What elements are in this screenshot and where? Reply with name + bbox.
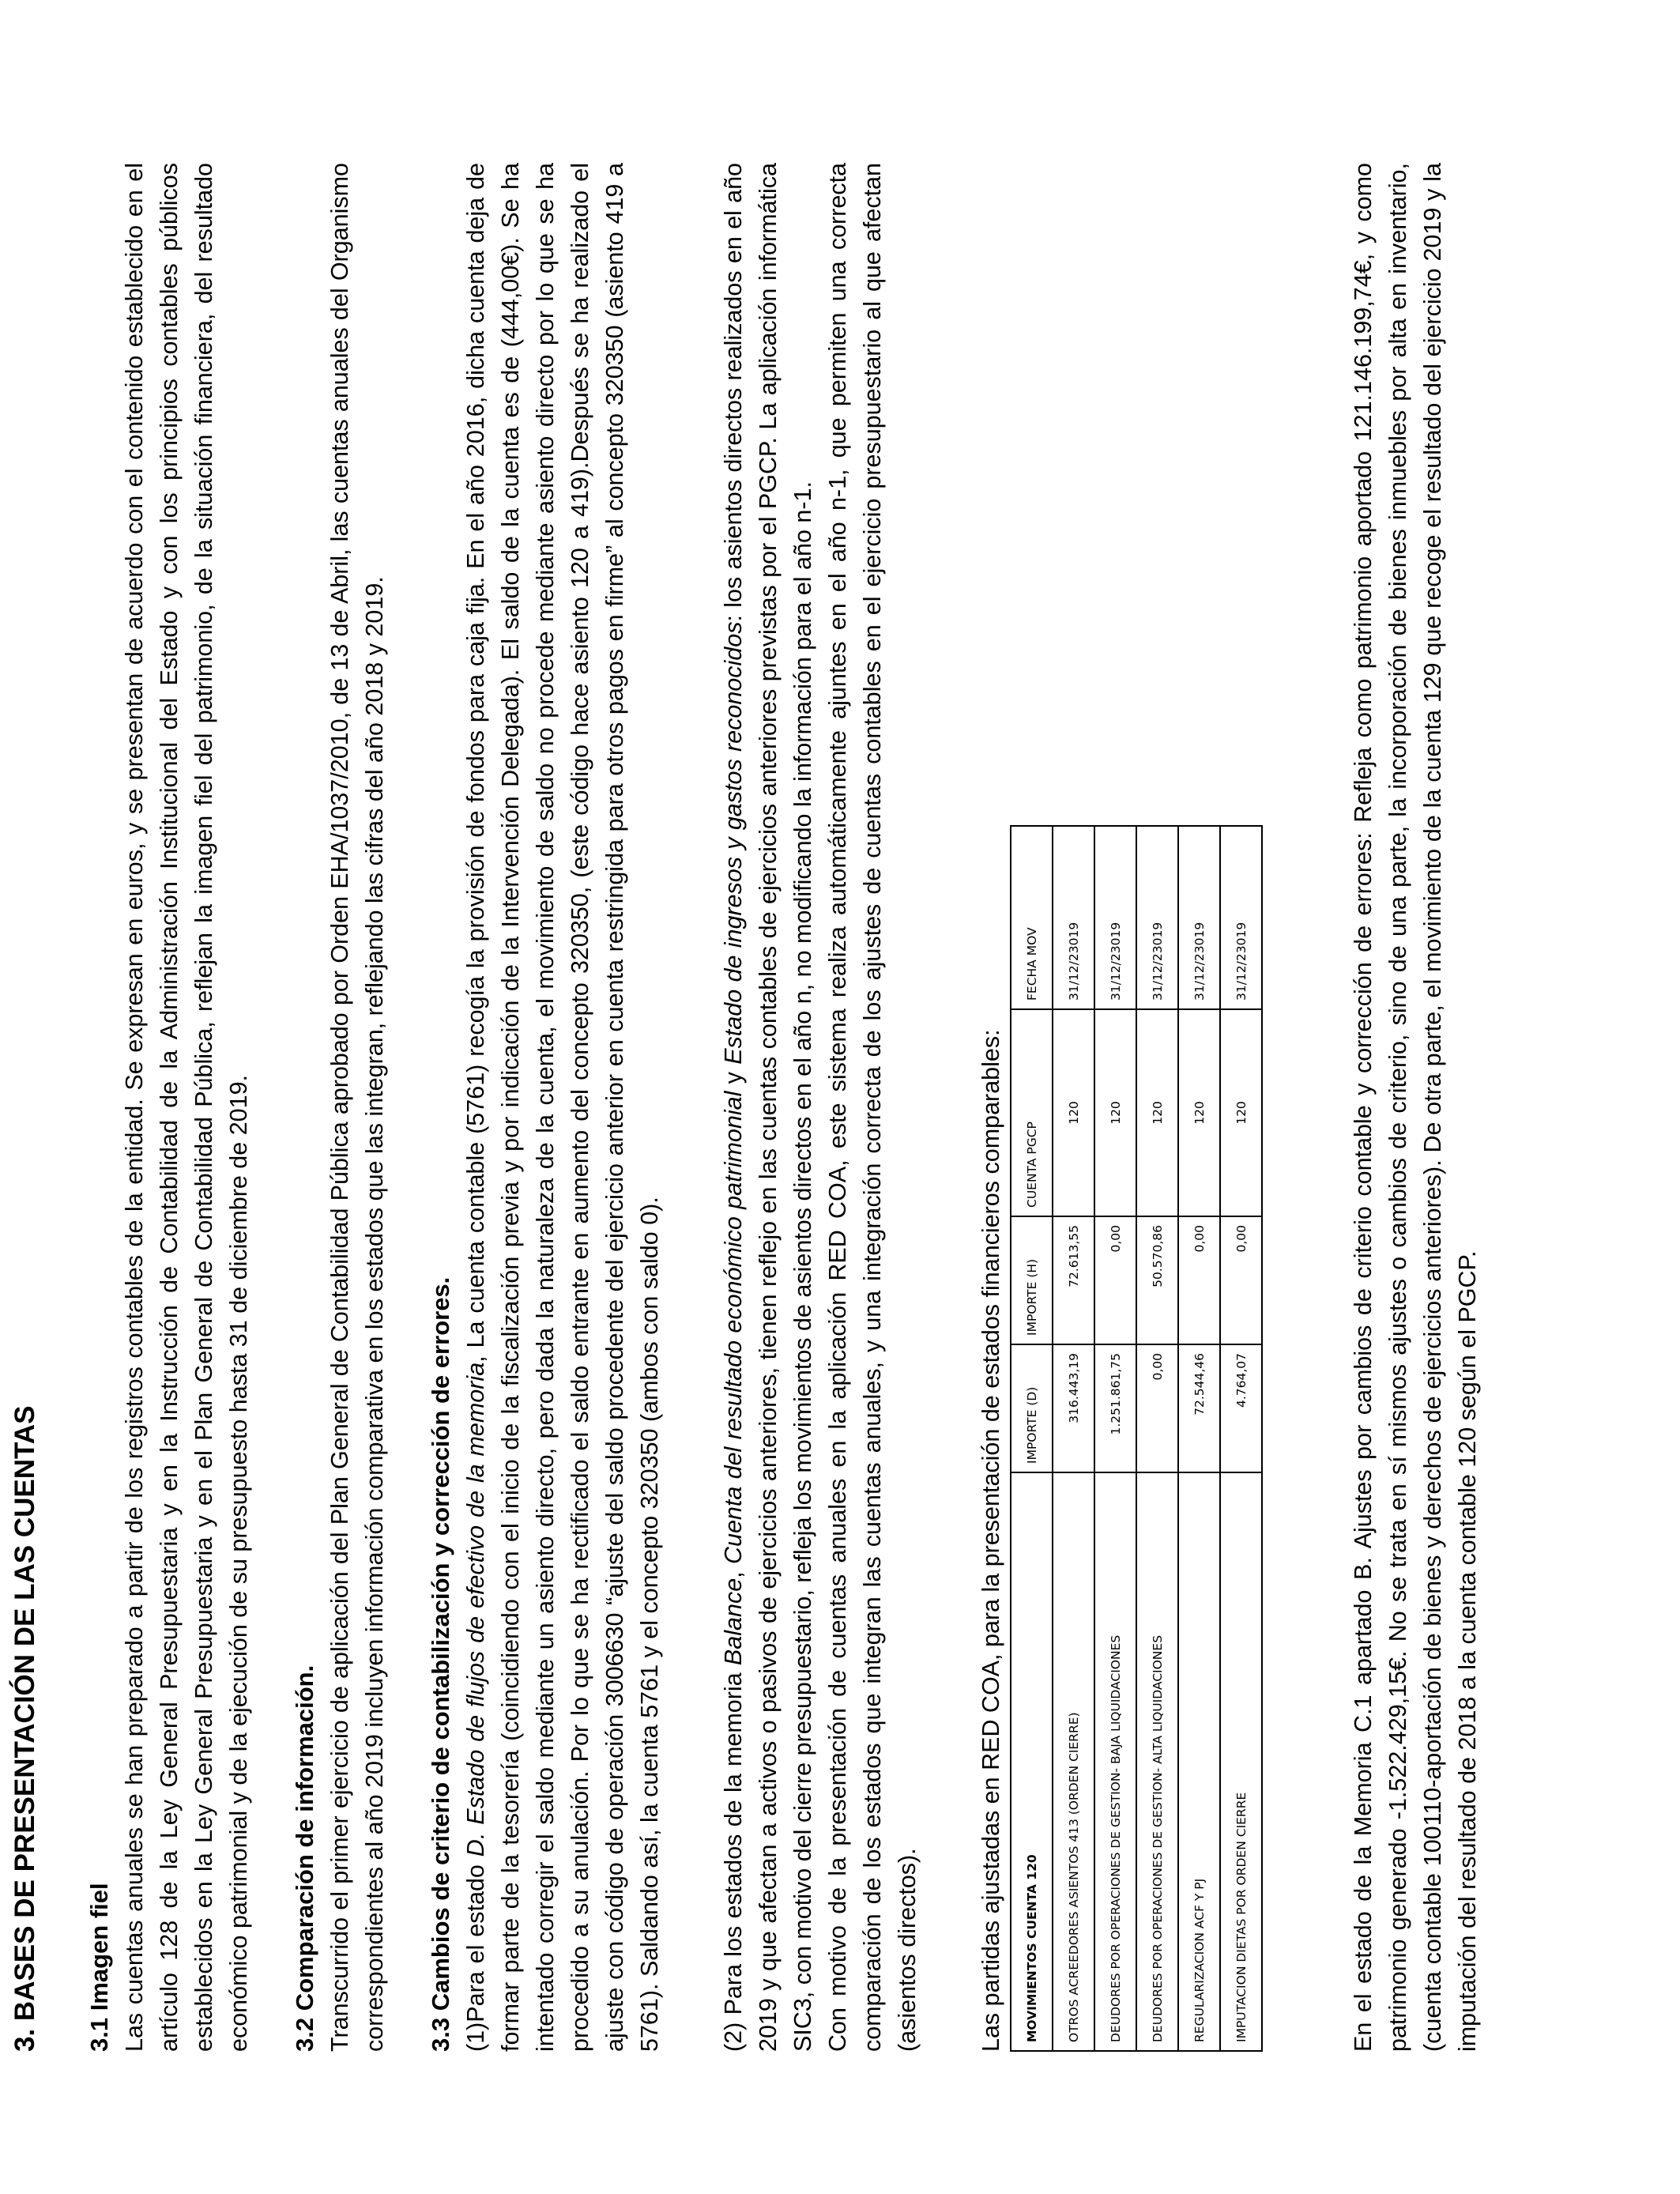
p1-text-a: (1)Para el estado xyxy=(462,1857,489,2052)
cell-concept: IMPUTACION DIETAS POR ORDEN CIERRE xyxy=(1220,1472,1262,2051)
p2-emphasis-balance: Balance xyxy=(720,1578,747,1666)
header-fecha-mov: FECHA MOV xyxy=(1011,826,1053,1009)
cell-importe-d: 316.443,19 xyxy=(1053,1344,1094,1472)
cell-cuenta: 120 xyxy=(1178,1009,1220,1216)
cell-concept: OTROS ACREEDORES ASIENTOS 413 (ORDEN CIERRE) xyxy=(1053,1472,1094,2051)
table-header-row xyxy=(1011,826,1053,2051)
section-3-3-paragraph-2 xyxy=(716,163,820,2052)
cell-importe-h: 72.613,55 xyxy=(1053,1216,1094,1344)
section-3-2-heading: 3.2 Comparación de información. xyxy=(291,1664,318,2052)
p2-separator-2: y xyxy=(720,1064,747,1091)
cell-importe-h: 50.570,86 xyxy=(1136,1216,1178,1344)
header-importe-d: IMPORTE (D) xyxy=(1011,1344,1053,1472)
section-3-3 xyxy=(424,163,1485,2052)
section-3-2 xyxy=(288,163,392,2052)
p2-separator-1: , xyxy=(720,1564,747,1578)
p1-text-b: , La cuenta contable (5761) recogía la provisión de fondos para caja fija. En el año 2016, dicha cuenta deja de formar parte de la tesorería (coincidiendo con el inicio de la fiscalización previa y por indicación de la Intervención Delegada). El saldo de la cuenta es de (444,00€). Se ha intentado corregir el saldo mediante un asiento directo, pero dada la naturaleza de la cuenta, el movimiento de saldo no procede mediante asiento directo por lo que se ha procedido a su anulación. Por lo que se ha rectificado el saldo entrante en aumento del concepto 320350, (este código hace asiento 120 a 419).Después se ha realizado el ajuste con código de operación 3006630 “ajuste del saldo procedente del ejercicio anterior en cuenta restringida para otros pagos en firme” al concepto 320350 (asiento 419 a 5761). Saldando así, la cuenta 5761 y el concepto 320350 (ambos con saldo 0). xyxy=(462,163,663,2052)
cell-importe-d: 4.764,07 xyxy=(1220,1344,1262,1472)
p2-text-b: : los asientos directos realizados en el año 2019 y que afectan a activos o pasivos de ejercicios anteriores, tienen reflejo en las cuentas contables de ejercicios anteriores previstas por el PGCP. La aplicación informática SIC3, con motivo del cierre presupuestario, refleja los movimientos de asientos directos en el año n, no modificando la información para el año n-1. xyxy=(720,162,816,2052)
cell-fecha: 31/12/23019 xyxy=(1178,826,1220,1009)
cell-fecha: 31/12/23019 xyxy=(1136,826,1178,1009)
cell-importe-h: 0,00 xyxy=(1094,1216,1136,1344)
page-title: 3. BASES DE PRESENTACIÓN DE LAS CUENTAS xyxy=(9,1405,40,2052)
cell-cuenta: 120 xyxy=(1220,1009,1262,1216)
cell-importe-d: 0,00 xyxy=(1136,1344,1178,1472)
table-row xyxy=(1136,826,1178,2051)
document-body xyxy=(8,163,1485,2052)
adjustments-table xyxy=(1010,825,1263,2052)
p1-emphasis: D. Estado de flujos de efectivo de la memoria xyxy=(462,1362,489,1857)
section-3-2-text: Transcurrido el primer ejercicio de aplicación del Plan General de Contabilidad Pública aprobado por Orden EHA/1037/2010, de 13 de Abril, las cuentas anuales del Organismo correspondientes al año 2019 incluyen información comparativa en los estados que las integran, reflejando las cifras del año 2018 y 2019. xyxy=(326,163,388,2052)
section-3-1-text: Las cuentas anuales se han preparado a partir de los registros contables de la entidad. Se expresan en euros, y se presentan de acuerdo con el contenido establecido en el artículo 128 de la Ley General Presupuestaria y en la Instrucción de Contabilidad de la Administración Institucional del Estado y con los principios contables públicos establecidos en la Ley General Presupuestaria y en el Plan General de Contabilidad Pública, reflejan la imagen fiel del patrimonio, de la situación financiera, del resultado económico patrimonial y de la ejecución de su presupuesto hasta 31 de diciembre de 2019. xyxy=(121,163,252,2052)
p2-emphasis-cuenta-resultado: Cuenta del resultado económico patrimonial xyxy=(720,1091,747,1565)
p2-text-a: (2) Para los estados de la memoria xyxy=(720,1665,747,2052)
header-importe-h: IMPORTE (H) xyxy=(1011,1216,1053,1344)
header-movimientos: MOVIMIENTOS CUENTA 120 xyxy=(1011,1472,1053,2051)
section-3-3-heading: 3.3 Cambios de criterio de contabilización y corrección de errores. xyxy=(427,1276,454,2052)
cell-importe-d: 72.544,46 xyxy=(1178,1344,1220,1472)
closing-paragraph: En el estado de la Memoria C.1 apartado B. Ajustes por cambios de criterio contable y corrección de errores: Refleja como patrimonio aportado 121.146.199,74€, y como patrimonio generado -1.522.429,15€. No se trata en sí mismos ajustes o cambios de criterio, sino de una parte, la incorporación de bienes inmuebles por alta en inventario, (cuenta contable 100110-aportación de bienes y derechos de ejercicios anteriores). De otra parte, el movimiento de la cuenta 129 que recoge el resultado del ejercicio 2019 y la imputación del resultado de 2018 a la cuenta contable 120 según el PGCP. xyxy=(1350,163,1481,2052)
cell-cuenta: 120 xyxy=(1053,1009,1094,1216)
table-row xyxy=(1094,826,1136,2051)
table-row xyxy=(1053,826,1094,2051)
table-intro: Las partidas ajustadas en RED COA, para la presentación de estados financieros comparables: xyxy=(977,1029,1004,2052)
p2-emphasis-estado-ingresos: Estado de ingresos y gastos reconocidos xyxy=(720,621,747,1065)
cell-concept: REGULARIZACION ACF Y PJ xyxy=(1178,1472,1220,2051)
cell-importe-h: 0,00 xyxy=(1220,1216,1262,1344)
section-3-1 xyxy=(82,163,256,2052)
cell-fecha: 31/12/23019 xyxy=(1220,826,1262,1009)
cell-fecha: 31/12/23019 xyxy=(1053,826,1094,1009)
header-cuenta-pgcp: CUENTA PGCP xyxy=(1011,1009,1053,1216)
section-3-3-paragraph-1 xyxy=(458,163,667,2052)
cell-concept: DEUDORES POR OPERACIONES DE GESTION- BAJA LIQUIDACIONES xyxy=(1094,1472,1136,2051)
cell-fecha: 31/12/23019 xyxy=(1094,826,1136,1009)
section-3-1-heading: 3.1 Imagen fiel xyxy=(85,1883,113,2052)
cell-importe-h: 0,00 xyxy=(1178,1216,1220,1344)
table-row xyxy=(1178,826,1220,2051)
table-row xyxy=(1220,826,1262,2051)
cell-cuenta: 120 xyxy=(1136,1009,1178,1216)
cell-concept: DEUDORES POR OPERACIONES DE GESTION- ALTA LIQUIDACIONES xyxy=(1136,1472,1178,2051)
cell-cuenta: 120 xyxy=(1094,1009,1136,1216)
section-3-3-paragraph-3: Con motivo de la presentación de cuentas anuales en la aplicación RED COA, este sistema realiza automáticamente ajuntes en el año n-1, que permiten una correcta comparación de los estados que integran las cuentas anuales, y una integración correcta de los ajustes de cuentas contables en el ejercicio presupuestario al que afectan (asientos directos). xyxy=(824,163,921,2052)
cell-importe-d: 1.251.861,75 xyxy=(1094,1344,1136,1472)
